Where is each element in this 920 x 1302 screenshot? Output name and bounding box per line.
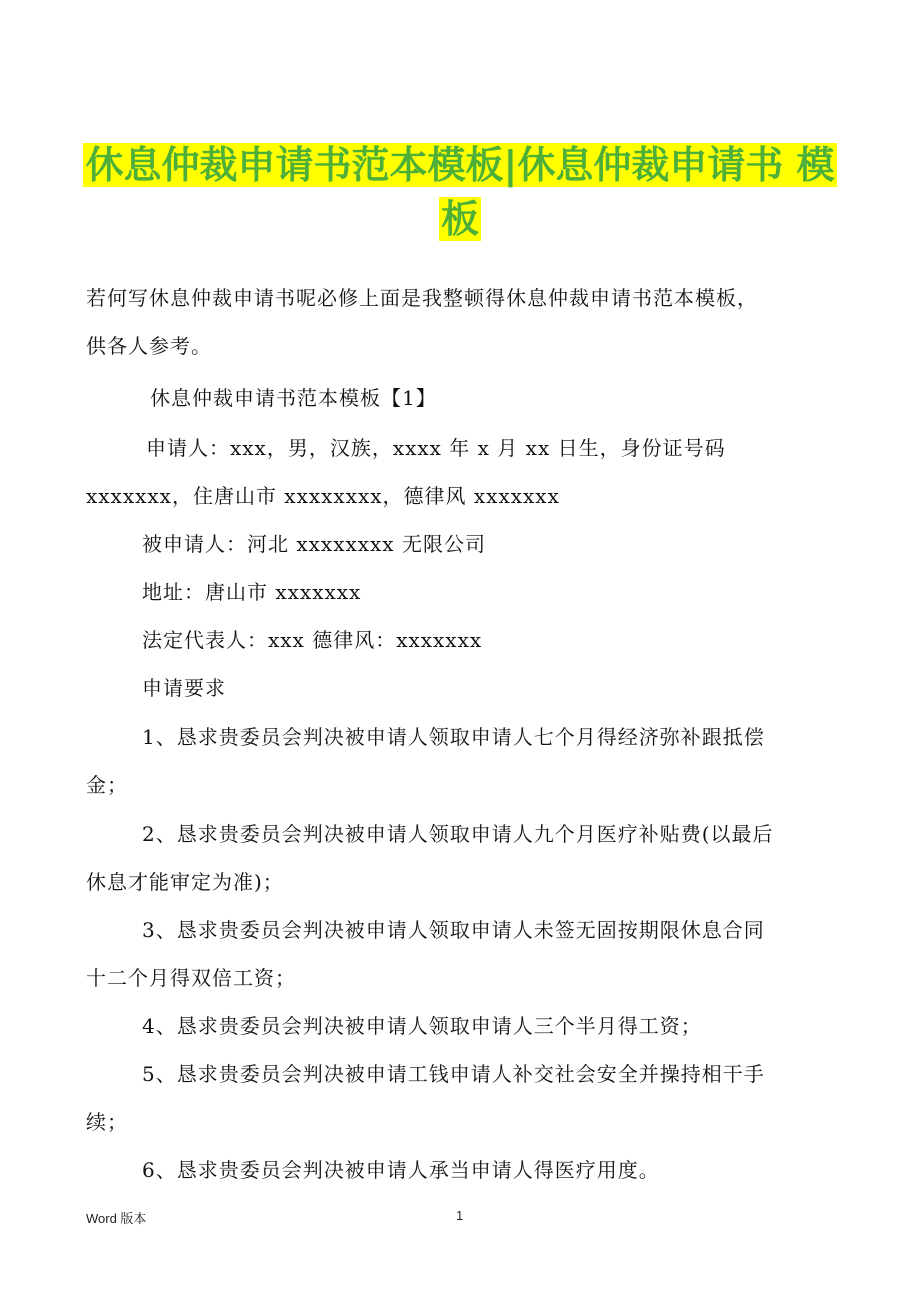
address-line: 地址：唐山市 xxxxxxx — [142, 580, 362, 604]
page-number: 1 — [456, 1208, 464, 1223]
requests-heading: 申请要求 — [142, 676, 226, 700]
legal-representative-line: 法定代表人：xxx 德律风：xxxxxxx — [142, 628, 483, 652]
request-6-line-1: 6、恳求贵委员会判决被申请人承当申请人得医疗用度。 — [142, 1158, 660, 1182]
request-2-line-2: 休息才能审定为准)； — [86, 870, 284, 894]
applicant-line-2: xxxxxxx，住唐山市 xxxxxxxx，德律风 xxxxxxx — [86, 484, 560, 508]
request-3-line-2: 十二个月得双倍工资； — [86, 966, 296, 990]
intro-line-1: 若何写休息仲裁申请书呢必修上面是我整顿得休息仲裁申请书范本模板， — [86, 286, 758, 310]
intro-line-2: 供各人参考。 — [86, 334, 212, 358]
title-line-1: 休息仲裁申请书范本模板|休息仲裁申请书 模 — [85, 143, 835, 187]
request-3-line-1: 3、恳求贵委员会判决被申请人领取申请人未签无固按期限休息合同 — [142, 918, 765, 942]
document-title — [80, 138, 840, 246]
request-2-line-1: 2、恳求贵委员会判决被申请人领取申请人九个月医疗补贴费(以最后 — [142, 822, 774, 846]
request-1-line-2: 金； — [86, 773, 128, 797]
section-heading: 休息仲裁申请书范本模板【1】 — [150, 386, 437, 410]
applicant-line-1: 申请人：xxx，男，汉族，xxxx 年 x 月 xx 日生，身份证号码 — [146, 436, 726, 460]
request-5-line-1: 5、恳求贵委员会判决被申请工钱申请人补交社会安全并操持相干手 — [142, 1062, 765, 1086]
respondent-line: 被申请人：河北 xxxxxxxx 无限公司 — [142, 532, 486, 556]
request-1-line-1: 1、恳求贵委员会判决被申请人领取申请人七个月得经济弥补跟抵偿 — [142, 725, 765, 749]
footer-label: Word 版本 — [86, 1211, 147, 1226]
request-4-line-1: 4、恳求贵委员会判决被申请人领取申请人三个半月得工资； — [142, 1014, 702, 1038]
request-5-line-2: 续； — [86, 1110, 128, 1134]
title-line-2: 板 — [440, 197, 479, 241]
